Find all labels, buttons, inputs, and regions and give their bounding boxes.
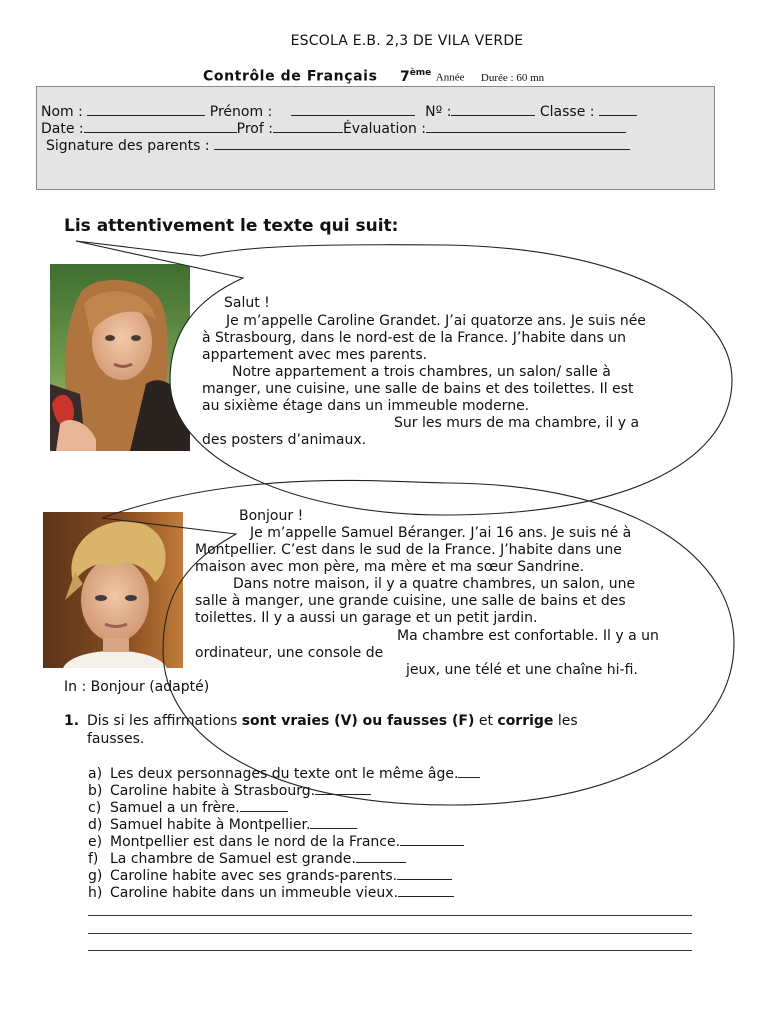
answer-line[interactable] [88,933,692,934]
caroline-line: Je m’appelle Caroline Grandet. J’ai quatorze ans. Je suis née [226,313,646,329]
answer-blank[interactable] [397,866,452,880]
grade-number: 7 [399,68,410,85]
statement-item [88,781,480,798]
samuel-line: Ma chambre est confortable. Il y a un [397,628,659,644]
duration: Durée : 60 mn [480,71,545,84]
statement-text: Samuel habite à Montpellier. [110,817,311,833]
statement-item [88,764,480,781]
statements-list [88,764,480,900]
answer-blank[interactable] [398,883,454,897]
caroline-line: Notre appartement a trois chambres, un salon/ salle à [232,364,611,380]
statement-item [88,866,480,883]
statement-text: Montpellier est dans le nord de la France. [110,834,401,850]
question-text-3: les [553,713,578,729]
samuel-line: maison avec mon père, ma mère et ma sœur Sandrine. [195,559,585,575]
answer-blank[interactable] [400,832,464,846]
statement-letter: h) [88,885,103,901]
answer-blank[interactable] [458,764,480,778]
caroline-line: des posters d’animaux. [202,432,367,448]
statement-letter: c) [88,800,102,816]
statement-letter: b) [88,783,103,799]
question-text-1: Dis si les affirmations [87,713,242,729]
statement-item [88,832,480,849]
caroline-line: à Strasbourg, dans le nord-est de la France. J’habite dans un [202,330,626,346]
samuel-line: Dans notre maison, il y a quatre chambres, un salon, une [233,576,636,592]
answer-blank[interactable] [240,798,288,812]
prenom-label: Prénom : [209,104,273,120]
answer-blank[interactable] [315,781,371,795]
classe-label: Classe : [539,104,595,120]
statement-text: Samuel a un frère. [110,800,240,816]
statement-text: Caroline habite dans un immeuble vieux. [110,885,399,901]
samuel-line: toilettes. Il y a aussi un garage et un petit jardin. [195,610,538,626]
answer-line[interactable] [88,950,692,951]
prof-label: Prof : [236,121,273,137]
statement-letter: g) [88,868,103,884]
question-text-2: et [474,713,498,729]
caroline-line: Sur les murs de ma chambre, il y a [394,415,640,431]
samuel-line: Montpellier. C’est dans le sud de la France. J’habite dans une [195,542,622,558]
question-bold-1: sont vraies (V) ou fausses (F) [241,713,475,729]
question-number: 1. [64,713,80,729]
samuel-line: Je m’appelle Samuel Béranger. J’ai 16 ans. Je suis né à [250,525,632,541]
signature-label: Signature des parents : [46,138,210,154]
samuel-line: ordinateur, une console de [195,645,384,661]
grade-word: Année [435,71,465,84]
text-source: In : Bonjour (adapté) [64,679,210,695]
caroline-line: appartement avec mes parents. [202,347,428,363]
statement-item [88,798,480,815]
caroline-line: manger, une cuisine, une salle de bains et des toilettes. Il est [202,381,634,397]
statement-item [88,883,480,900]
statement-letter: a) [88,766,103,782]
grade-sup: ème [409,68,432,78]
answer-line[interactable] [88,915,692,916]
date-label: Date : [41,121,84,137]
statement-text: Caroline habite à Strasbourg. [110,783,316,799]
caroline-line: Salut ! [224,295,270,311]
statement-letter: f) [88,851,99,867]
question-bold-2: corrige [497,713,554,729]
instruction-heading: Lis attentivement le texte qui suit: [64,216,399,236]
samuel-line: jeux, une télé et une chaîne hi-fi. [406,662,638,678]
question-1 [64,712,578,748]
numero-label: Nº : [425,104,452,120]
school-name: ESCOLA E.B. 2,3 DE VILA VERDE [290,33,524,49]
samuel-line: salle à manger, une grande cuisine, une salle de bains et des [195,593,626,609]
question-text-4: fausses. [87,731,145,747]
statement-text: Caroline habite avec ses grands-parents. [110,868,398,884]
answer-blank[interactable] [310,815,357,829]
statement-letter: e) [88,834,103,850]
statement-text: Les deux personnages du texte ont le même âge. [110,766,459,782]
statement-letter: d) [88,817,103,833]
nom-label: Nom : [41,104,83,120]
statement-item [88,849,480,866]
statement-text: La chambre de Samuel est grande. [110,851,356,867]
statement-item [88,815,480,832]
samuel-line: Bonjour ! [239,508,304,524]
evaluation-label: Évaluation : [342,121,426,137]
caroline-line: au sixième étage dans un immeuble moderne. [202,398,530,414]
answer-blank[interactable] [356,849,406,863]
test-title: Contrôle de Français [203,68,378,85]
